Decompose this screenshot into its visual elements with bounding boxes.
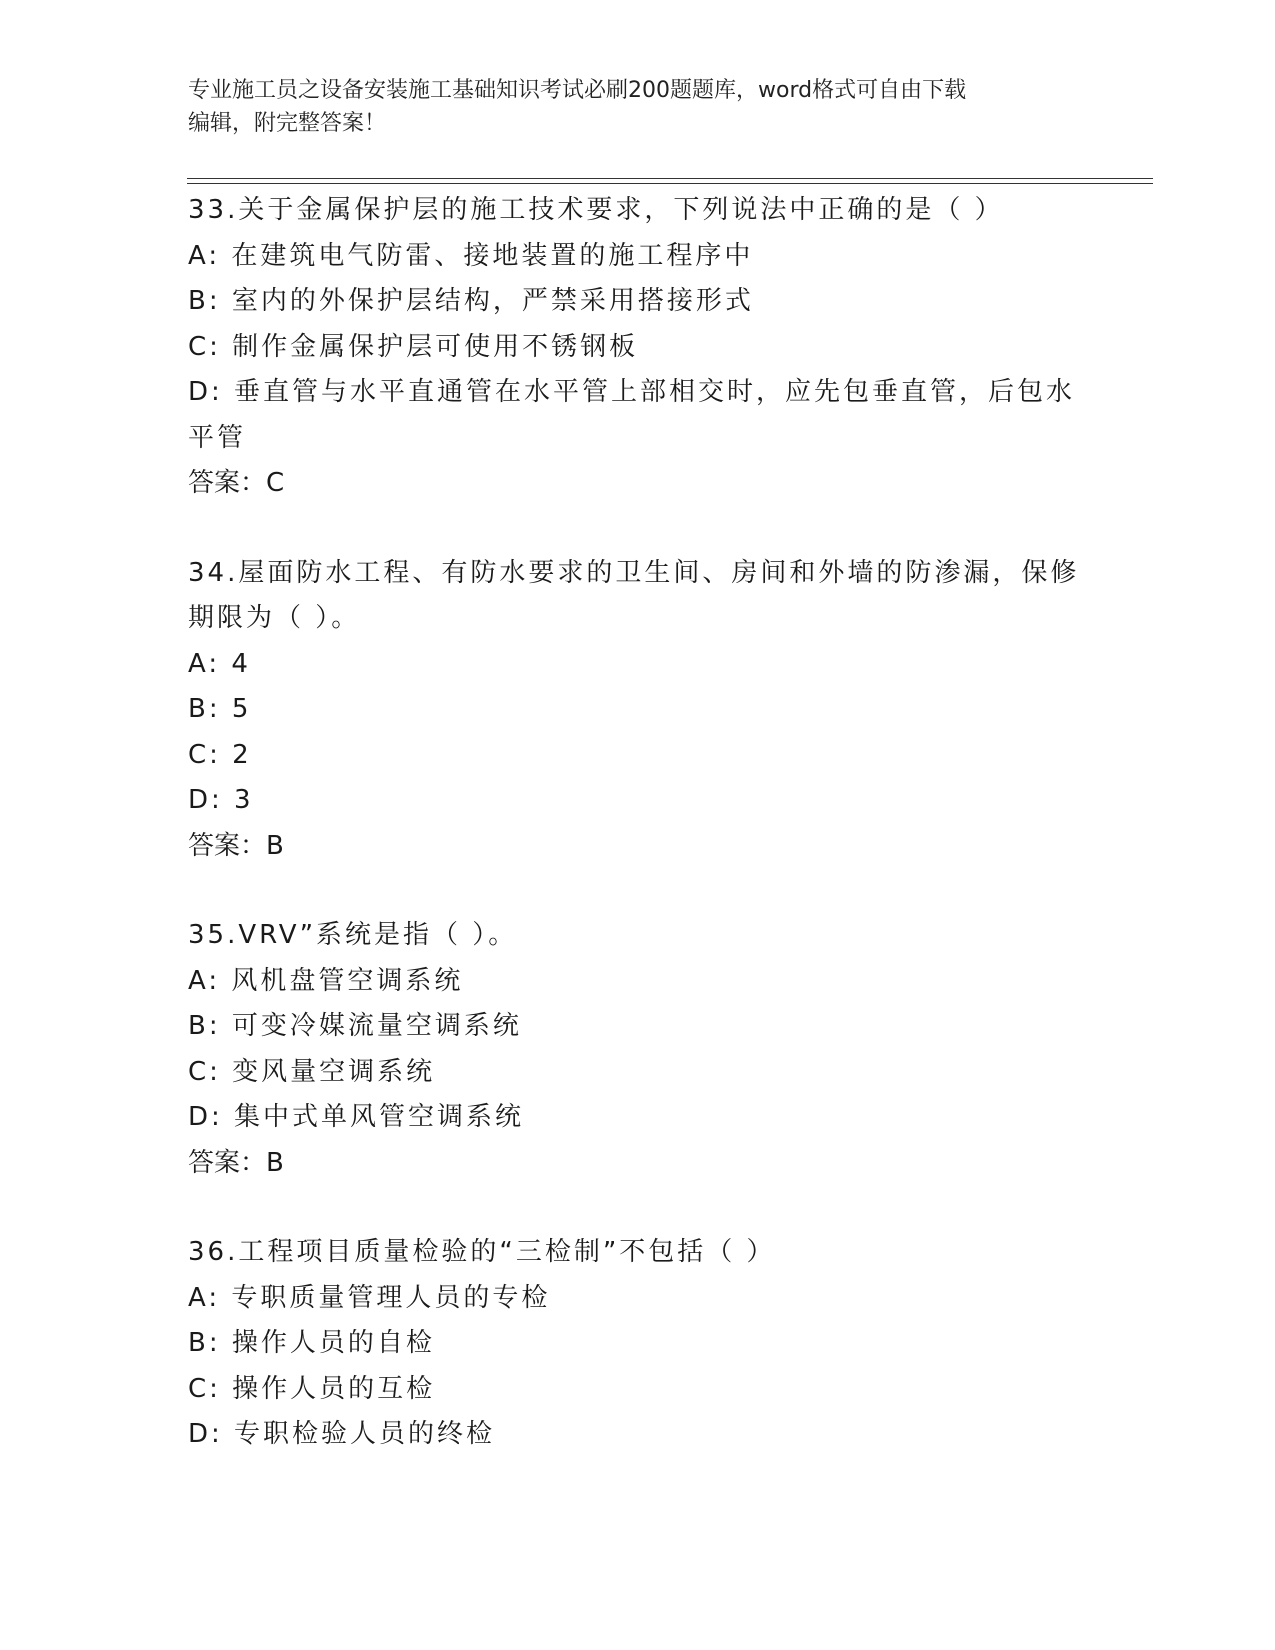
- header-rule-top: [187, 178, 1153, 179]
- question-stem: 36.工程项目质量检验的“三检制”不包括（ ）: [188, 1237, 776, 1267]
- header-line-1: 专业施工员之设备安装施工基础知识考试必刷200题题库，word格式可自由下载: [188, 78, 967, 103]
- option-b: B: 5: [188, 694, 252, 724]
- option-a: A: 专职质量管理人员的专检: [188, 1282, 551, 1313]
- header-rule-bottom: [187, 183, 1153, 184]
- header-line-2: 编辑，附完整答案！: [188, 111, 387, 136]
- question-33: [188, 188, 1088, 507]
- option-c: C: 变风量空调系统: [188, 1056, 436, 1087]
- answer: 答案：B: [188, 1147, 284, 1178]
- option-b: B: 室内的外保护层结构，严禁采用搭接形式: [188, 286, 754, 316]
- document-header: [188, 74, 1068, 140]
- question-35: [188, 913, 1088, 1186]
- option-a: A: 风机盘管空调系统: [188, 965, 464, 996]
- answer: 答案：C: [188, 468, 285, 498]
- question-list: [188, 188, 1088, 1458]
- question-stem: 33.关于金属保护层的施工技术要求，下列说法中正确的是（ ）: [188, 195, 1004, 225]
- question-34: [188, 551, 1088, 870]
- option-d: D: 3: [188, 785, 254, 815]
- option-b: B: 操作人员的自检: [188, 1328, 435, 1358]
- question-stem: 34.屋面防水工程、有防水要求的卫生间、房间和外墙的防渗漏，保修期限为（ ）。: [188, 557, 1080, 633]
- option-b: B: 可变冷媒流量空调系统: [188, 1011, 522, 1041]
- question-stem: 35.VRV”系统是指（ ）。: [188, 920, 518, 950]
- option-a: A: 在建筑电气防雷、接地装置的施工程序中: [188, 240, 754, 271]
- option-c: C: 操作人员的互检: [188, 1373, 436, 1404]
- option-c: C: 2: [188, 739, 252, 770]
- answer: 答案：B: [188, 830, 284, 861]
- option-a: A: 4: [188, 648, 251, 679]
- question-36: [188, 1230, 1088, 1458]
- option-d: D: 专职检验人员的终检: [188, 1419, 496, 1449]
- option-d: D: 垂直管与水平直通管在水平管上部相交时，应先包垂直管，后包水平管: [188, 377, 1076, 453]
- option-c: C: 制作金属保护层可使用不锈钢板: [188, 331, 639, 362]
- option-d: D: 集中式单风管空调系统: [188, 1102, 525, 1132]
